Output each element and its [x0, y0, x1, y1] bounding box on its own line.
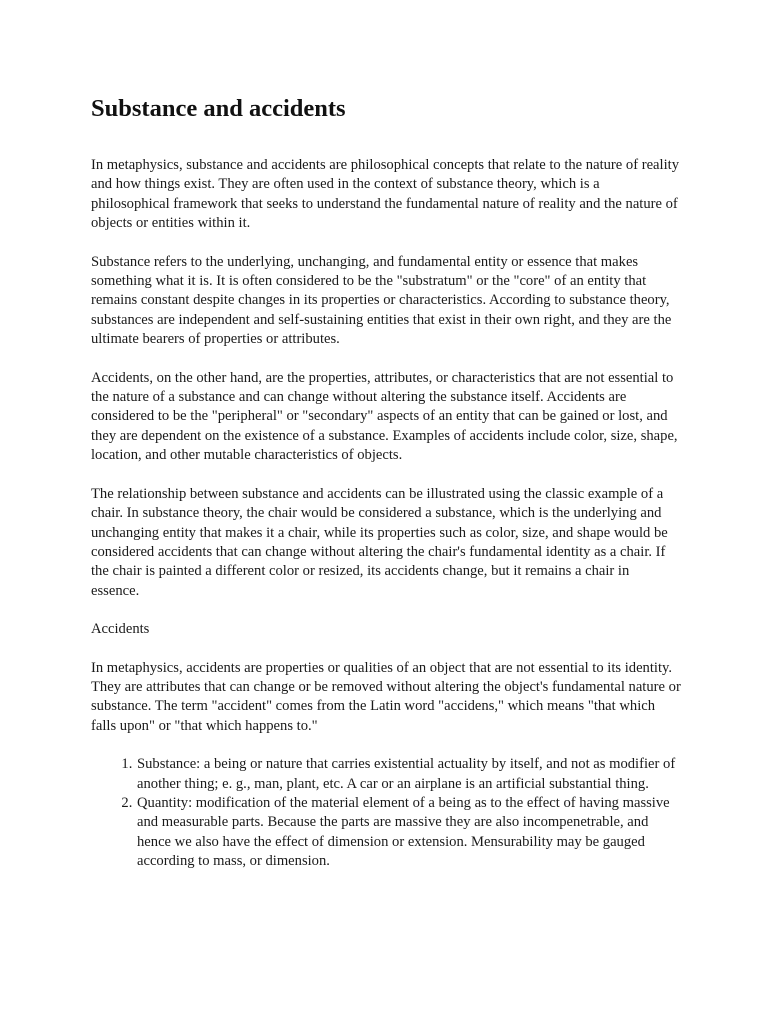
list-item: 2. Quantity: modification of the material element of a being as to the effect of having massive and measurable parts. Because the parts are massive they are also incompenetrable, and hence we also have the effect of dimension or extension. Mensurability may be gauged according to mass, or dimension. — [136, 794, 681, 872]
chair-example-paragraph: The relationship between substance and accidents can be illustrated using the classic example of a chair. In substance theory, the chair would be considered a substance, which is the underlying and unchanging entity that makes it a chair, while its properties such as color, size, and shape would be considered accidents that can change without altering the chair's fundamental identity as a chair. If the chair is painted a different color or resized, its accidents change, but it remains a chair in essence. — [91, 485, 668, 599]
substance-paragraph: Substance refers to the underlying, unchanging, and fundamental entity or essence that makes something what it is. It is often considered to be the "substratum" or the "core" of an entity that remains constant despite changes in its properties or characteristics. According to substance theory, substances are independent and self-sustaining entities that exist in their own right, and they are the ultimate bearers of properties or attributes. — [91, 253, 672, 348]
accidents-subheading: Accidents — [91, 621, 150, 638]
intro-paragraph: In metaphysics, substance and accidents are philosophical concepts that relate to the nature of reality and how things exist. They are often used in the context of substance theory, which is a philosophical framework that seeks to understand the fundamental nature of reality and the nature of objects or entities within it. — [91, 157, 679, 232]
accidents-intro-paragraph: Accidents, on the other hand, are the properties, attributes, or characteristics that are not essential to the nature of a substance and can change without altering the substance itself. Accidents are considered to be the "peripheral" or "secondary" aspects of an entity that can be gained or lost, and they are dependent on the existence of a substance. Examples of accidents include color, size, shape, location, and other mutable characteristics of objects. — [91, 369, 678, 464]
accidents-definition-paragraph: In metaphysics, accidents are properties or qualities of an object that are not essential to its identity. They are attributes that can change or be removed without altering the object's fundamental nature or substance. The term "accident" comes from the Latin word "accidens," which means "that which falls upon" or "that which happens to." — [91, 659, 681, 734]
categories-list — [91, 755, 681, 871]
list-item: 1. Substance: a being or nature that carries existential actuality by itself, and not as modifier of another thing; e. g., man, plant, etc. A car or an airplane is an artificial substantial thing. — [136, 755, 681, 794]
document-title: Substance and accidents — [91, 95, 346, 122]
document-page — [91, 94, 681, 872]
